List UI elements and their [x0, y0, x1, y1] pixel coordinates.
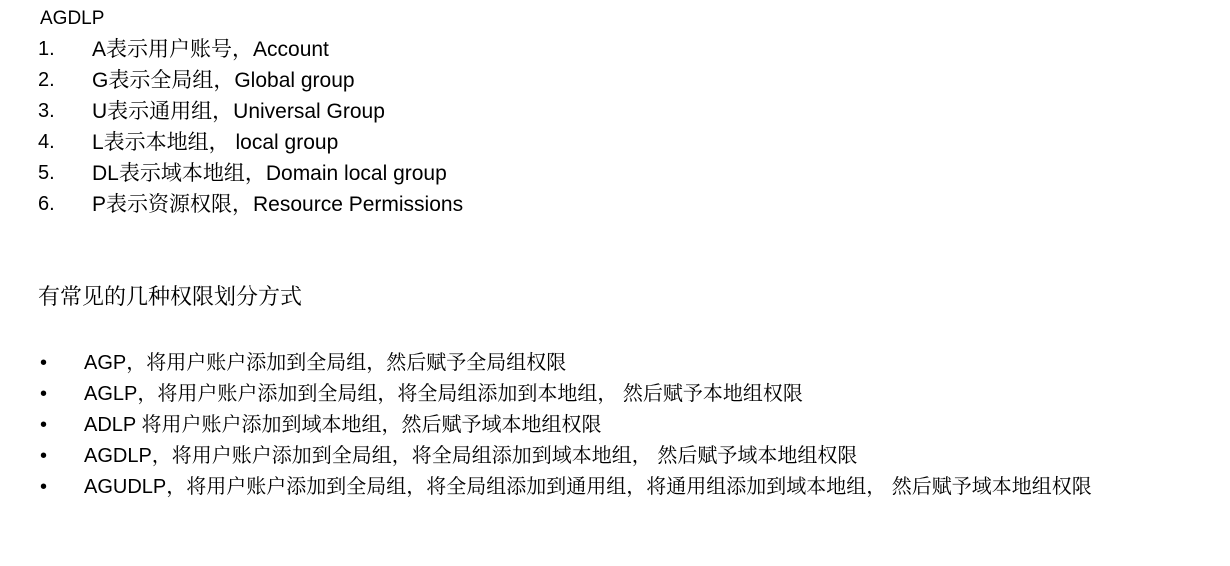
permission-model-list: [0, 348, 1230, 503]
list-item: [0, 158, 1230, 189]
list-item: [0, 96, 1230, 127]
list-item-number: 6.: [38, 193, 55, 215]
section-heading: 有常见的几种权限划分方式: [38, 284, 303, 309]
bullet-icon: •: [40, 352, 48, 374]
agdlp-definition-list: [0, 34, 1230, 220]
page-title: AGDLP: [40, 8, 105, 29]
list-item: [0, 410, 1230, 441]
list-item: [0, 441, 1230, 472]
list-item: [0, 348, 1230, 379]
bullet-icon: •: [40, 383, 48, 405]
list-item-label: L表示本地组， local group: [92, 131, 339, 154]
list-item-number: 2.: [38, 69, 55, 91]
list-item-label: A表示用户账号，Account: [92, 38, 329, 61]
list-item: [0, 472, 1230, 503]
list-item-label: DL表示域本地组，Domain local group: [92, 162, 447, 185]
list-item-number: 3.: [38, 100, 55, 122]
list-item-label: AGP，将用户账户添加到全局组，然后赋予全局组权限: [84, 352, 567, 374]
list-item-label: AGLP，将用户账户添加到全局组，将全局组添加到本地组， 然后赋予本地组权限: [84, 383, 803, 405]
bullet-icon: •: [40, 445, 48, 467]
list-item: [0, 65, 1230, 96]
list-item-number: 1.: [38, 38, 55, 60]
list-item-label: G表示全局组，Global group: [92, 69, 355, 92]
list-item: [0, 127, 1230, 158]
list-item-label: AGUDLP，将用户账户添加到全局组，将全局组添加到通用组，将通用组添加到域本地组， 然后赋予域本地组权限: [84, 476, 1092, 498]
list-item: [0, 379, 1230, 410]
list-item-label: ADLP 将用户账户添加到域本地组，然后赋予域本地组权限: [84, 414, 602, 436]
list-item-number: 5.: [38, 162, 55, 184]
list-item: [0, 34, 1230, 65]
bullet-icon: •: [40, 414, 48, 436]
list-item-label: P表示资源权限，Resource Permissions: [92, 193, 464, 216]
bullet-icon: •: [40, 476, 48, 498]
list-item-number: 4.: [38, 131, 55, 153]
list-item-label: U表示通用组，Universal Group: [92, 100, 385, 123]
list-item-label: AGDLP，将用户账户添加到全局组，将全局组添加到域本地组， 然后赋予域本地组权限: [84, 445, 858, 467]
list-item: [0, 189, 1230, 220]
